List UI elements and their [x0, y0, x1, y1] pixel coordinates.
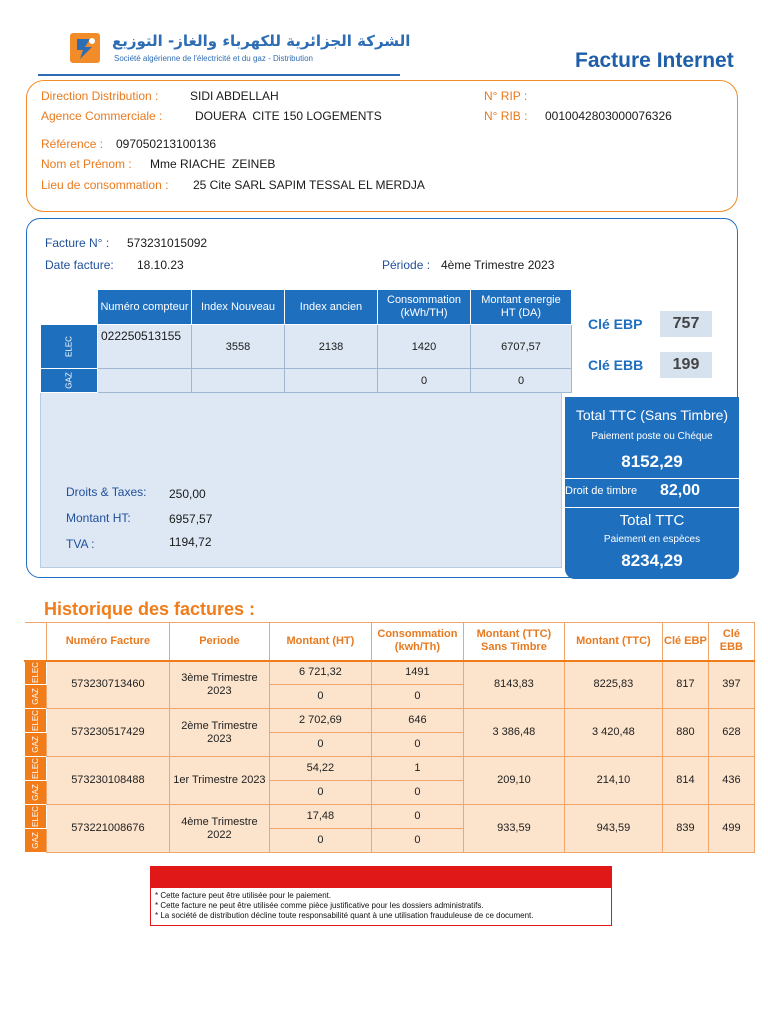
cle-ebb-value: 199 [660, 352, 712, 378]
disclaimer-box [150, 866, 612, 926]
history-conso-gaz: 0 [371, 685, 463, 709]
history-conso-gaz: 0 [371, 733, 463, 757]
history-cle-ebb: 628 [708, 709, 754, 757]
history-cle-ebp: 814 [662, 757, 708, 805]
history-conso-gaz: 0 [371, 781, 463, 805]
elec-compteur: 022250513155 [98, 325, 192, 369]
hist-header-periode: Periode [169, 623, 269, 661]
history-ttc-sans-timbre: 209,10 [463, 757, 564, 805]
hist-header-numero: Numéro Facture [46, 623, 169, 661]
history-numero: 573230517429 [46, 709, 169, 757]
history-cle-ebb: 436 [708, 757, 754, 805]
cle-ebp-label: Clé EBP [588, 316, 643, 332]
total-ttc-label: Total TTC [619, 512, 685, 529]
paiement-especes-label: Paiement en espèces [603, 534, 701, 545]
gaz-montant: 0 [471, 369, 572, 393]
history-periode: 1er Trimestre 2023 [169, 757, 269, 805]
hist-header-cle-ebp: Clé EBP [662, 623, 708, 661]
hist-header-ttc-sans-timbre: Montant (TTC) Sans Timbre [463, 623, 564, 661]
sonelgaz-logo-icon [70, 33, 100, 63]
history-cle-ebb: 397 [708, 661, 754, 709]
history-ttc-sans-timbre: 8143,83 [463, 661, 564, 709]
history-row-elec [25, 757, 755, 781]
gaz-consommation: 0 [378, 369, 471, 393]
header-divider [38, 74, 400, 76]
total-box [565, 397, 739, 579]
history-gaz-label: GAZ [30, 784, 40, 801]
current-consumption-table [40, 289, 572, 393]
history-ttc-sans-timbre: 933,59 [463, 805, 564, 853]
history-ht-gaz: 0 [269, 685, 371, 709]
direction-label: Direction Distribution : [41, 89, 159, 103]
tva-value: 1194,72 [169, 535, 212, 549]
droit-timbre-value: 82,00 [660, 482, 701, 499]
company-name-french: Société algérienne de l'électricité et du gaz - Distribution [114, 54, 313, 63]
droit-timbre-label: Droit de timbre [565, 485, 638, 497]
date-value: 18.10.23 [137, 258, 184, 272]
history-ttc-sans-timbre: 3 386,48 [463, 709, 564, 757]
table-row-gaz [41, 369, 572, 393]
paiement-poste-label: Paiement poste ou Chéque [591, 431, 713, 442]
tva-label: TVA : [66, 537, 95, 551]
agence-value: DOUERA CITE 150 LOGEMENTS [195, 109, 382, 123]
hist-header-cle-ebb: Clé EBB [708, 623, 754, 661]
history-ht-elec: 2 702,69 [269, 709, 371, 733]
history-elec-label: ELEC [30, 710, 40, 731]
table-row-elec [41, 325, 572, 369]
history-conso-elec: 0 [371, 805, 463, 829]
hist-header-montant-ht: Montant (HT) [269, 623, 371, 661]
col-header-montant-energie: Montant energie HT (DA) [471, 290, 572, 325]
history-conso-elec: 646 [371, 709, 463, 733]
page-title: Facture Internet [575, 49, 734, 72]
col-header-index-nouveau: Index Nouveau [192, 290, 285, 325]
direction-value: SIDI ABDELLAH [190, 89, 279, 103]
disclaimer-line: * Cette facture peut être utilisée pour le paiement. [155, 891, 332, 900]
history-row-elec [25, 805, 755, 829]
elec-index-ancien: 2138 [285, 325, 378, 369]
lieu-value: 25 Cite SARL SAPIM TESSAL EL MERDJA [193, 178, 425, 192]
lieu-label: Lieu de consommation : [41, 178, 169, 192]
history-row-elec [25, 661, 755, 685]
cle-ebp-value: 757 [660, 311, 712, 337]
rip-label: N° RIP : [484, 89, 528, 103]
history-numero: 573230713460 [46, 661, 169, 709]
gaz-index-nouveau [192, 369, 285, 393]
history-ht-gaz: 0 [269, 781, 371, 805]
history-title: Historique des factures : [44, 599, 256, 619]
history-conso-gaz: 0 [371, 829, 463, 853]
elec-montant: 6707,57 [471, 325, 572, 369]
history-gaz-label: GAZ [30, 736, 40, 753]
total-sans-timbre-value: 8152,29 [621, 452, 683, 471]
nom-label: Nom et Prénom : [41, 157, 132, 171]
history-elec-label: ELEC [30, 662, 40, 684]
history-periode: 3ème Trimestre 2023 [169, 661, 269, 709]
history-cle-ebb: 499 [708, 805, 754, 853]
history-ttc: 3 420,48 [564, 709, 662, 757]
history-gaz-label: GAZ [30, 688, 40, 705]
history-ttc: 214,10 [564, 757, 662, 805]
disclaimer-line: * La société de distribution décline toute responsabilité quant à une utilisation frauduleuse de ce document. [155, 911, 534, 920]
history-ht-elec: 17,48 [269, 805, 371, 829]
hist-header-ttc: Montant (TTC) [564, 623, 662, 661]
total-ttc-value: 8234,29 [621, 551, 683, 570]
history-elec-label: ELEC [30, 806, 40, 827]
history-elec-label: ELEC [30, 758, 40, 779]
gaz-index-ancien [285, 369, 378, 393]
reference-label: Référence : [41, 137, 104, 151]
history-numero: 573221008676 [46, 805, 169, 853]
elec-consommation: 1420 [378, 325, 471, 369]
montant-ht-value: 6957,57 [169, 512, 213, 526]
history-gaz-label: GAZ [30, 832, 40, 849]
history-conso-elec: 1 [371, 757, 463, 781]
history-ht-elec: 6 721,32 [269, 661, 371, 685]
company-name-arabic: الشركة الجزائرية للكهرباء والغاز- التوزيع [112, 32, 411, 50]
total-sans-timbre-label: Total TTC (Sans Timbre) [575, 407, 729, 423]
facture-value: 573231015092 [127, 236, 208, 250]
reference-value: 097050213100136 [116, 137, 217, 151]
agence-label: Agence Commerciale : [41, 109, 163, 123]
col-header-consommation: Consommation (kWh/TH) [378, 290, 471, 325]
hist-header-consommation: Consommation (kwh/Th) [371, 623, 463, 661]
history-ht-elec: 54,22 [269, 757, 371, 781]
history-numero: 573230108488 [46, 757, 169, 805]
periode-label: Période : [382, 258, 431, 272]
rib-label: N° RIB : [484, 109, 528, 123]
nom-value: Mme RIACHE ZEINEB [150, 157, 276, 171]
history-periode: 4ème Trimestre 2022 [169, 805, 269, 853]
history-row-elec [25, 709, 755, 733]
history-ttc: 8225,83 [564, 661, 662, 709]
droits-taxes-label: Droits & Taxes: [66, 485, 147, 499]
disclaimer-line: * Cette facture ne peut être utilisée comme pièce justificative pour les dossiers administratifs. [155, 901, 484, 910]
rib-value: 0010042803000076326 [545, 109, 672, 123]
date-label: Date facture: [45, 258, 114, 272]
facture-label: Facture N° : [45, 236, 110, 250]
history-table [24, 622, 755, 853]
droits-taxes-value: 250,00 [169, 487, 206, 501]
history-ht-gaz: 0 [269, 733, 371, 757]
elec-index-nouveau: 3558 [192, 325, 285, 369]
disclaimer-red-bar [151, 867, 611, 888]
elec-label: ELEC [64, 336, 74, 357]
cle-ebb-label: Clé EBB [588, 357, 644, 373]
gaz-label: GAZ [64, 372, 74, 389]
history-cle-ebp: 880 [662, 709, 708, 757]
col-header-index-ancien: Index ancien [285, 290, 378, 325]
periode-value: 4ème Trimestre 2023 [441, 258, 555, 272]
history-periode: 2ème Trimestre 2023 [169, 709, 269, 757]
history-cle-ebp: 839 [662, 805, 708, 853]
gaz-compteur [98, 369, 192, 393]
montant-ht-label: Montant HT: [66, 511, 131, 525]
history-ttc: 943,59 [564, 805, 662, 853]
taxes-box [40, 392, 562, 568]
history-cle-ebp: 817 [662, 661, 708, 709]
history-conso-elec: 1491 [371, 661, 463, 685]
col-header-compteur: Numéro compteur [98, 290, 192, 325]
history-ht-gaz: 0 [269, 829, 371, 853]
